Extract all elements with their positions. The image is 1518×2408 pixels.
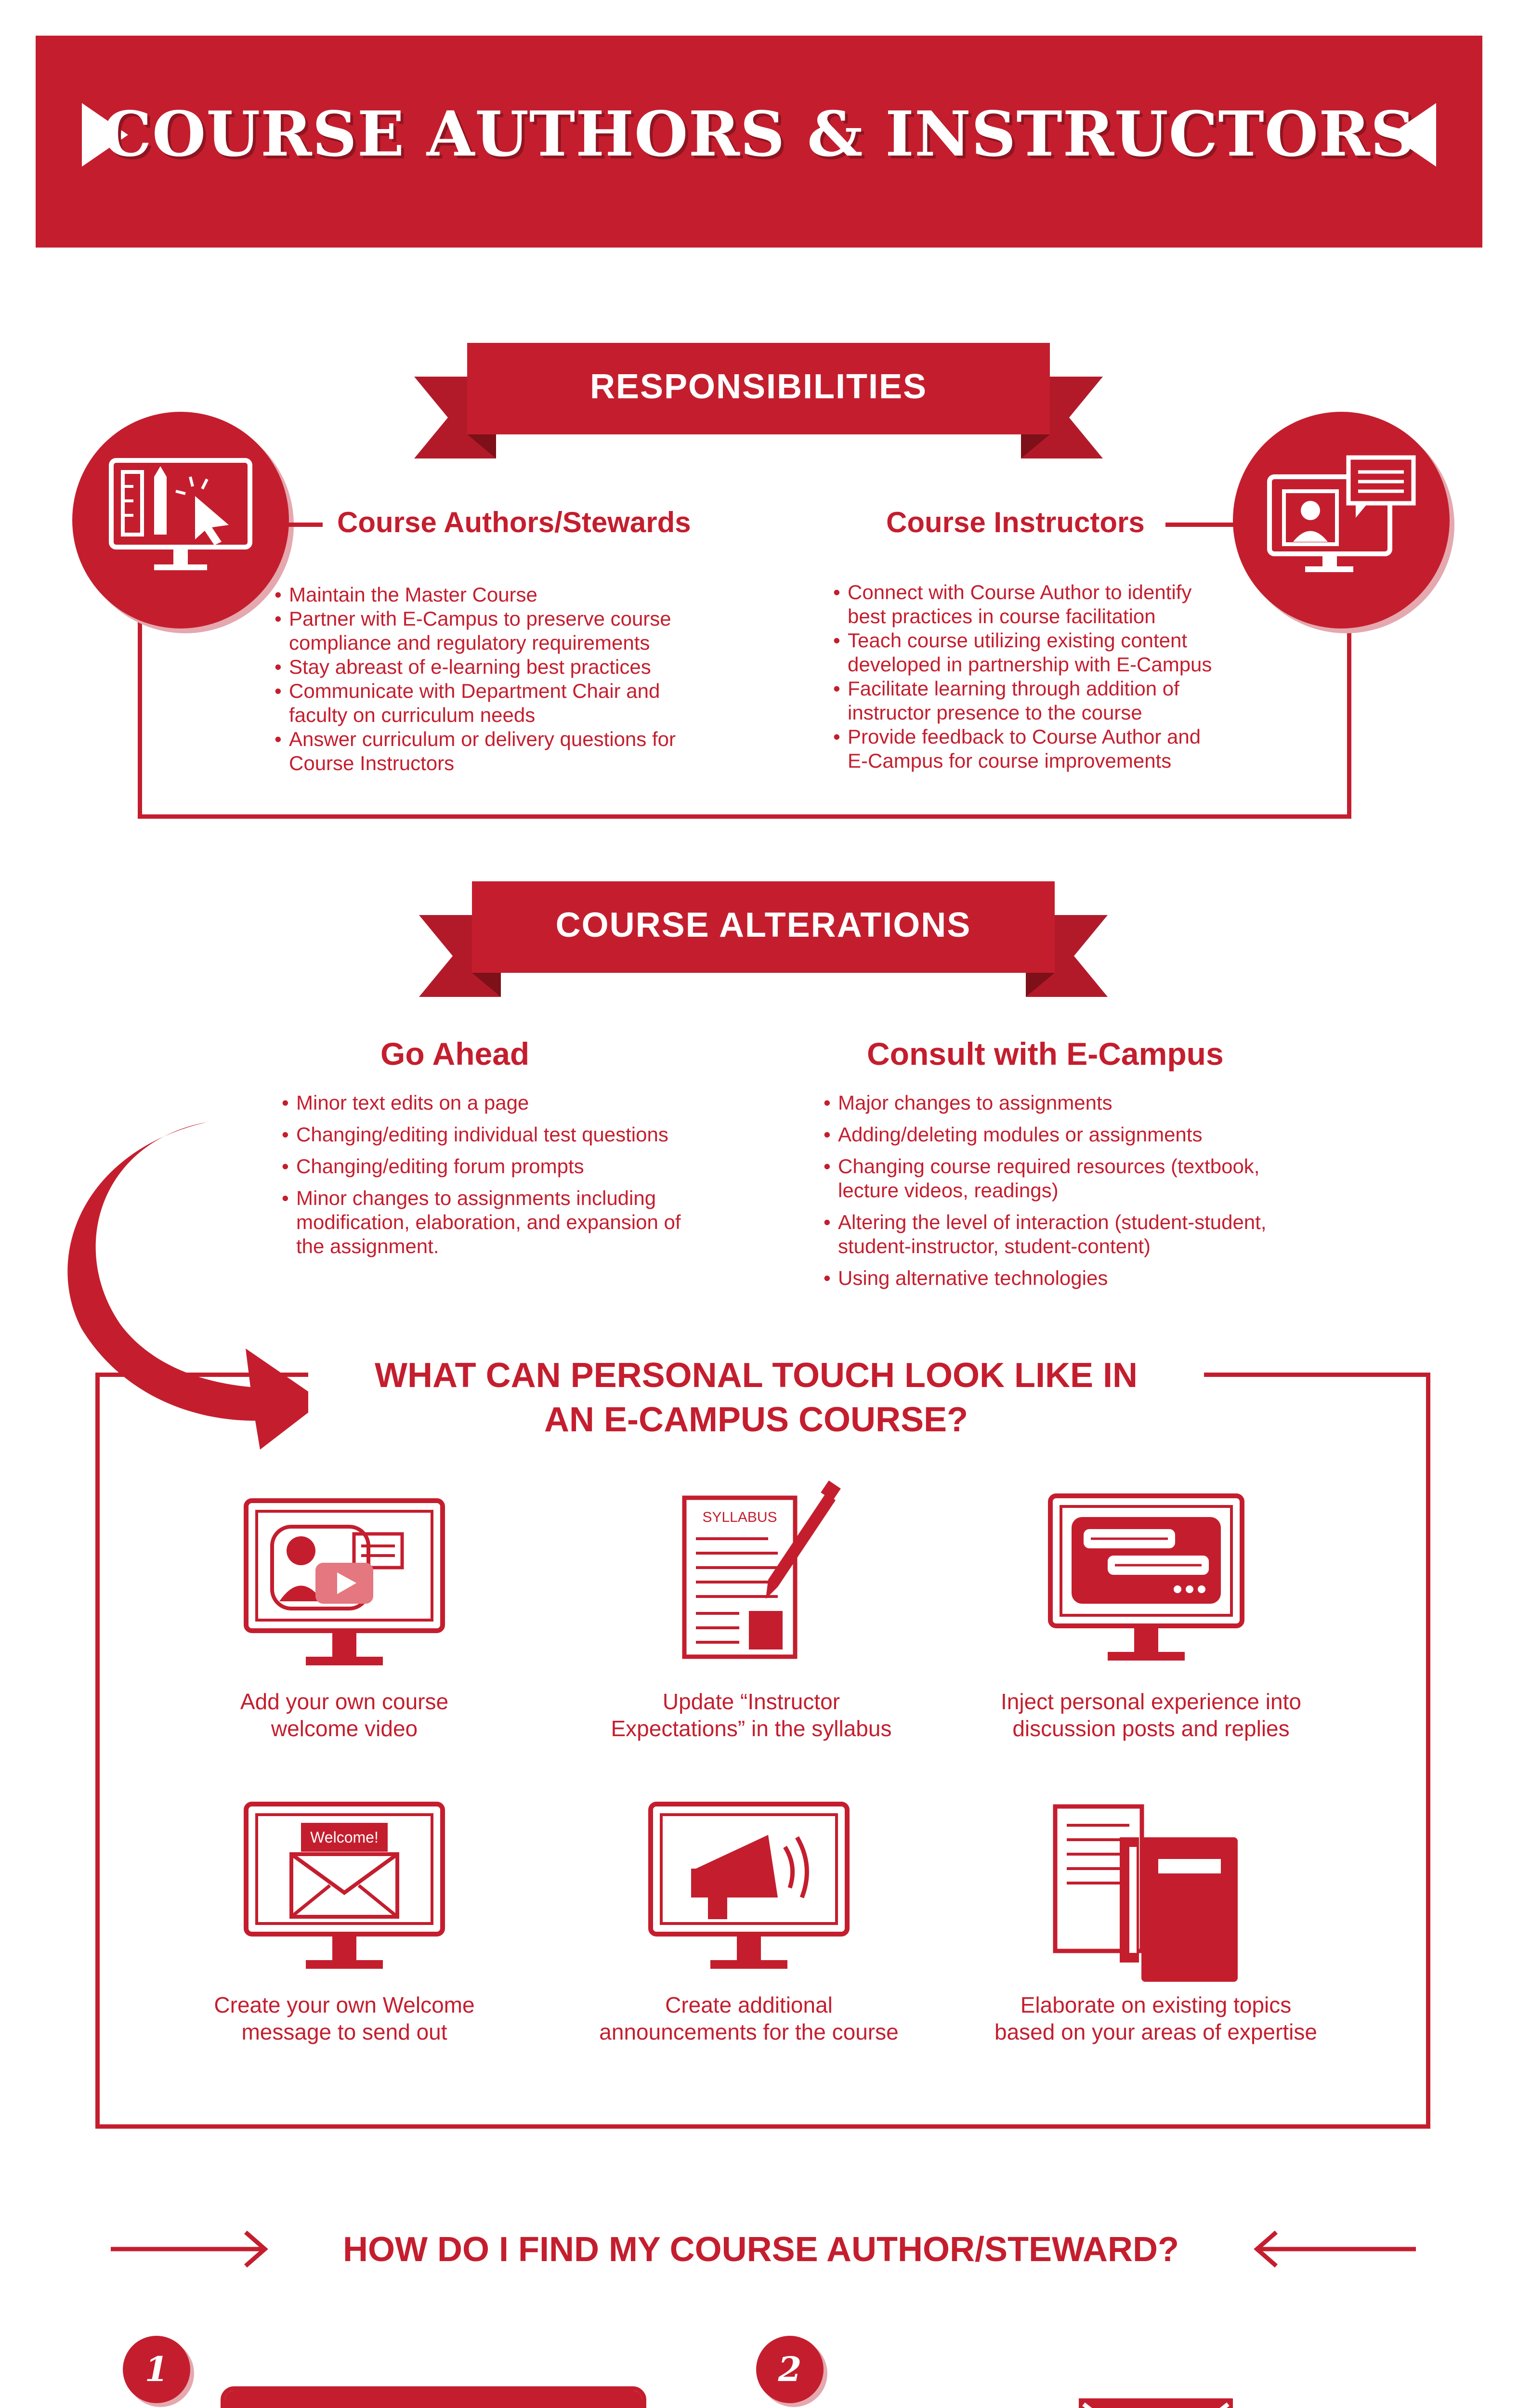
discussion-monitor-icon — [1047, 1493, 1245, 1676]
list-item: • Provide feedback to Course Author and E-Campus for course improvements — [833, 725, 1315, 773]
list-item: • Using alternative technologies — [824, 1266, 1401, 1290]
list-item: • Facilitate learning through addition of instructor presence to the course — [833, 677, 1315, 725]
list-item: • Changing course required resources (textbook, lecture videos, readings) — [824, 1154, 1401, 1203]
responsibilities-title: RESPONSIBILITIES — [589, 367, 928, 406]
megaphone-monitor-icon — [648, 1801, 850, 1984]
list-item: • Communicate with Department Chair and faculty on curriculum needs — [275, 679, 780, 727]
modules-panel — [221, 2386, 646, 2408]
list-item: • Partner with E-Campus to preserve course compliance and regulatory requirements — [275, 607, 780, 655]
list-item: • Answer curriculum or delivery questions for Course Instructors — [275, 727, 780, 775]
caption-discussion: Inject personal experience into discussion posts and replies — [1001, 1689, 1301, 1741]
video-monitor-icon — [243, 1498, 445, 1681]
welcome-envelope-icon — [243, 1801, 445, 1984]
authors-connector — [284, 523, 323, 527]
welcome-label: Welcome! — [310, 1829, 379, 1846]
consult-heading: Consult with E-Campus — [867, 1036, 1224, 1072]
envelope-icon — [1079, 2398, 1233, 2408]
arrow-right-icon — [111, 2230, 270, 2268]
list-item: • Altering the level of interaction (student-student, student-instructor, student-content) — [824, 1210, 1401, 1258]
instructors-list — [833, 580, 1315, 773]
go-ahead-list — [282, 1091, 787, 1266]
list-item: • Maintain the Master Course — [275, 583, 780, 607]
list-item: • Changing/editing individual test questions — [282, 1123, 787, 1147]
play-left-icon — [1390, 103, 1436, 167]
find-author-title: HOW DO I FIND MY COURSE AUTHOR/STEWARD? — [343, 2230, 1179, 2269]
instructors-connector — [1165, 523, 1238, 527]
step-2-badge: 2 — [756, 2336, 824, 2403]
modules-panel-header — [225, 2391, 642, 2408]
list-item: • Minor changes to assignments including modification, elaboration, and expansion of the assignment. — [282, 1186, 787, 1258]
caption-syllabus: Update “Instructor Expectations” in the syllabus — [611, 1689, 892, 1741]
caption-welcome: Create your own Welcome message to send out — [214, 1992, 475, 2044]
caption-announcements: Create additional announcements for the course — [599, 1992, 899, 2044]
instructors-heading: Course Instructors — [886, 506, 1145, 538]
consult-list — [824, 1091, 1401, 1298]
step-1-badge: 1 — [123, 2336, 190, 2403]
authors-circle — [72, 412, 289, 628]
syllabus-document-icon — [681, 1483, 845, 1676]
syllabus-label: SYLLABUS — [702, 1509, 777, 1525]
caption-expertise: Elaborate on existing topics based on your areas of expertise — [995, 1992, 1317, 2044]
authors-heading: Course Authors/Stewards — [337, 506, 691, 538]
monitor-edit-icon — [108, 458, 253, 578]
caption-video: Add your own course welcome video — [240, 1689, 449, 1741]
video-chat-icon — [1267, 458, 1416, 578]
list-item: • Adding/deleting modules or assignments — [824, 1123, 1401, 1147]
authors-list — [275, 583, 780, 775]
list-item: • Changing/editing forum prompts — [282, 1154, 787, 1178]
personal-touch-title-line2: AN E-CAMPUS COURSE? — [544, 1400, 968, 1439]
arrow-left-icon — [1252, 2230, 1416, 2268]
list-item: • Minor text edits on a page — [282, 1091, 787, 1115]
personal-touch-title — [308, 1353, 1204, 1442]
list-item: • Teach course utilizing existing content developed in partnership with E-Campus — [833, 628, 1315, 677]
header-banner — [36, 36, 1482, 248]
personal-touch-title-line1: WHAT CAN PERSONAL TOUCH LOOK LIKE IN — [375, 1356, 1138, 1395]
list-item: • Major changes to assignments — [824, 1091, 1401, 1115]
list-item: • Connect with Course Author to identify best practices in course facilitation — [833, 580, 1315, 628]
alterations-title: COURSE ALTERATIONS — [555, 906, 971, 944]
list-item: • Stay abreast of e-learning best practices — [275, 655, 780, 679]
go-ahead-heading: Go Ahead — [380, 1036, 530, 1072]
page-title: COURSE AUTHORS & INSTRUCTORS — [102, 98, 1416, 170]
books-icon — [1052, 1804, 1245, 1987]
